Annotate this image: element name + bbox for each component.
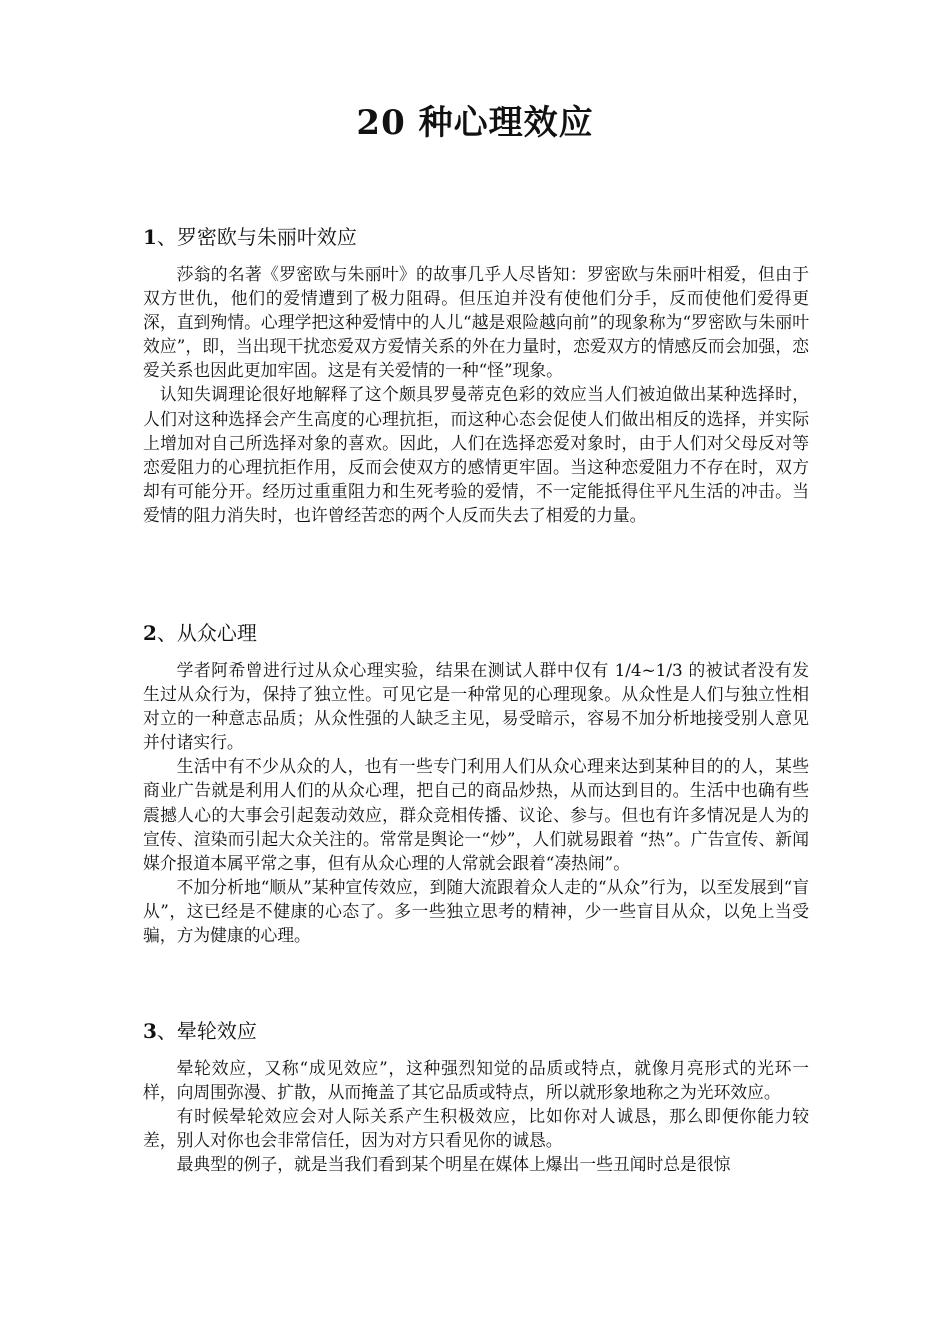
- section-heading-text: 、从众心理: [156, 621, 257, 645]
- section-halo-effect: [143, 1016, 809, 1176]
- section-romeo-juliet-effect: [143, 222, 809, 527]
- paragraph: 生活中有不少从众的人，也有一些专门利用人们从众心理来达到某种目的的人，某些商业广告就是利用人们的从众心理，把自己的商品炒热，从而达到目的。生活中也确有些震撼人心的大事会引起轰动效应，群众竞相传播、议论、参与。但也有许多情况是人为的宣传、渲染而引起大众关注的。常常是舆论一“炒”，人们就易跟着 “热”。广告宣传、新闻媒介报道本属平常之事，但有从众心理的人常就会跟着“凑热闹”。: [143, 756, 809, 873]
- section-heading: [143, 618, 809, 648]
- paragraph: 有时候晕轮效应会对人际关系产生积极效应，比如你对人诚恳，那么即便你能力较差，别人对你也会非常信任，因为对方只看见你的诚恳。: [143, 1106, 809, 1151]
- section-heading: [143, 222, 809, 252]
- section-conformity-psychology: [143, 618, 809, 947]
- document-title: 20 种心理效应: [356, 103, 594, 143]
- paragraph: 认知失调理论很好地解释了这个颇具罗曼蒂克色彩的效应当人们被迫做出某种选择时，人们对这种选择会产生高度的心理抗拒，而这种心态会促使人们做出相反的选择，并实际上增加对自己所选择对象的喜欢。因此，人们在选择恋爱对象时，由于人们对父母反对等恋爱阻力的心理抗拒作用，反而会使双方的感情更牢固。当这种恋爱阻力不存在时，双方却有可能分开。经历过重重阻力和生死考验的爱情，不一定能抵得住平凡生活的冲击。当爱情的阻力消失时，也许曾经苦恋的两个人反而失去了相爱的力量。: [143, 384, 809, 525]
- section-heading-text: 、晕轮效应: [156, 1019, 257, 1043]
- paragraph: 莎翁的名著《罗密欧与朱丽叶》的故事几乎人尽皆知：罗密欧与朱丽叶相爱，但由于双方世仇，他们的爱情遭到了极力阻碍。但压迫并没有使他们分手，反而使他们爱得更深，直到殉情。心理学把这种爱情中的人儿“越是艰险越向前”的现象称为“罗密欧与朱丽叶效应”，即，当出现干扰恋爱双方爱情关系的外在力量时，恋爱双方的情感反而会加强，恋爱关系也因此更加牢固。这是有关爱情的一种“怪”现象。: [143, 264, 809, 381]
- section-number: 3: [143, 1019, 157, 1043]
- paragraph: 不加分析地“顺从”某种宣传效应，到随大流跟着众人走的“从众”行为，以至发展到“盲从”，这已经是不健康的心态了。多一些独立思考的精神，少一些盲目从众，以免上当受骗，方为健康的心理。: [143, 876, 809, 946]
- paragraph: 晕轮效应，又称“成见效应”，这种强烈知觉的品质或特点，就像月亮形式的光环一样，向周围弥漫、扩散，从而掩盖了其它品质或特点，所以就形象地称之为光环效应。: [143, 1058, 809, 1103]
- section-heading: [143, 1016, 809, 1046]
- paragraph: 学者阿希曾进行过从众心理实验，结果在测试人群中仅有 1/4~1/3 的被试者没有发生过从众行为，保持了独立性。可见它是一种常见的心理现象。从众性是人们与独立性相对立的一种意志品质；从众性强的人缺乏主见，易受暗示，容易不加分析地接受别人意见并付诸实行。: [143, 660, 809, 753]
- paragraph: 最典型的例子，就是当我们看到某个明星在媒体上爆出一些丑闻时总是很惊: [176, 1154, 731, 1175]
- section-heading-text: 、罗密欧与朱丽叶效应: [156, 225, 357, 249]
- section-number: 1: [143, 225, 157, 249]
- section-number: 2: [143, 621, 157, 645]
